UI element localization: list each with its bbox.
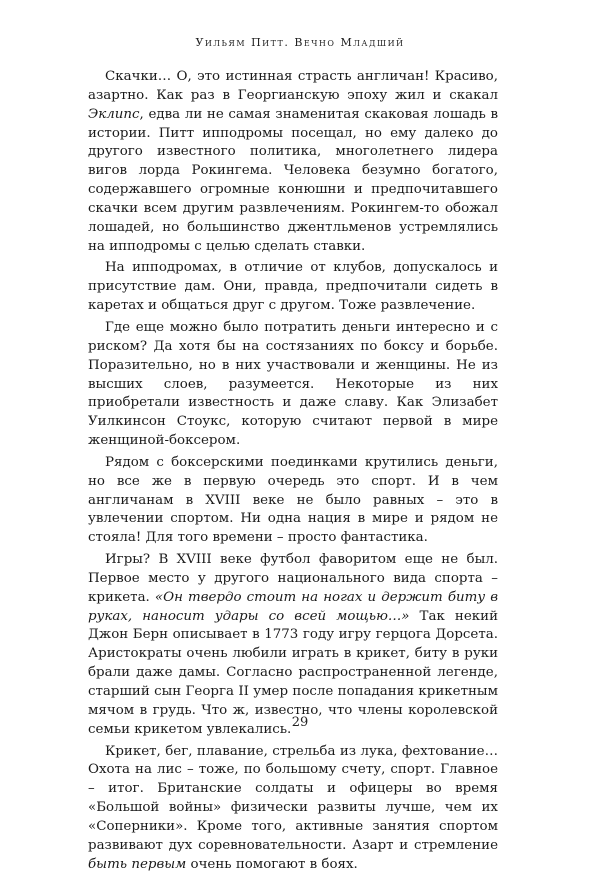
paragraph	[88, 259, 498, 316]
text-run: Скачки… О, это истинная страсть англичан! Красиво, азартно. Как раз в Георгианскую эпоху жил и скакал	[88, 69, 498, 103]
paragraph	[88, 551, 498, 739]
page-number: 29	[291, 715, 309, 730]
body-text	[88, 68, 498, 874]
paragraph	[88, 454, 498, 548]
text-run: Крикет, бег, плавание, стрельба из лука, фехтование… Охота на лис – тоже, по большому счету, спорт. Главное – итог. Британские солдаты и офицеры во время «Большой войны» физически развиты лучше, чем их «Соперники». Кроме того, активные занятия спортом развивают дух соревновательности. Азарт и стремление	[88, 743, 498, 853]
text-run: , едва ли не самая знаменитая скаковая лошадь в истории. Питт ипподромы посещал, но ему далеко до другого известного политика, многолетнего лидера вигов лорда Рокингема. Человека безумно богатого, содержавшего огромные конюшни и предпочитавшего скачки всем другим развлечениям. Рокингем-то обожал лошадей, но большинство джентльменов устремлялись на ипподромы с целью сделать ставки.	[88, 106, 498, 254]
text-run: Игры? В XVIII веке футбол фаворитом еще не был. Первое место у другого национального вида спорта – крикета.	[88, 552, 498, 605]
paragraph	[88, 68, 498, 256]
paragraph	[88, 319, 498, 451]
italic-text: Эклипс	[88, 106, 140, 122]
text-run: Где еще можно было потратить деньги интересно и с риском? Да хотя бы на состязаниях по боксу и борьбе. Поразительно, но в них участвовали и женщины. Не из высших слоев, разумеется. Некоторые из них приобретали известность и даже славу. Как Элизабет Уилкинсон Стоукс, которую считают первой в мире женщиной-боксером.	[88, 319, 498, 449]
text-run: Так некий Джон Берн описывает в 1773 году игру герцога Дорсета. Аристократы очень любили играть в крикет, биту в руки брали даже дамы. Согласно распространенной легенде, старший сын Георга II умер после попадания крикетным мячом в грудь. Что ж, известно, что члены королевской семьи крикетом увлекались.	[88, 608, 498, 737]
italic-text: быть первым	[88, 856, 187, 872]
text-run: очень помогают в боях.	[186, 856, 358, 872]
text-run: Рядом с боксерскими поединками крутились деньги, но все же в первую очередь это спорт. И в чем англичанам в XVIII веке не было равных – это в увлечении спортом. Ни одна нация в мире и рядом не стояла! Для того времени – просто фантастика.	[88, 454, 498, 546]
running-head: Уильям Питт. Вечно Младший	[195, 36, 405, 49]
paragraph	[88, 743, 498, 874]
italic-text: «Он твердо стоит на ногах и держит биту в руках, наносит удары со всей мощью…»	[88, 589, 498, 624]
text-run: На ипподромах, в отличие от клубов, допускалось и присутствие дам. Они, правда, предпочитали сидеть в каретах и общаться друг с другом. Тоже развлечение.	[88, 260, 498, 314]
